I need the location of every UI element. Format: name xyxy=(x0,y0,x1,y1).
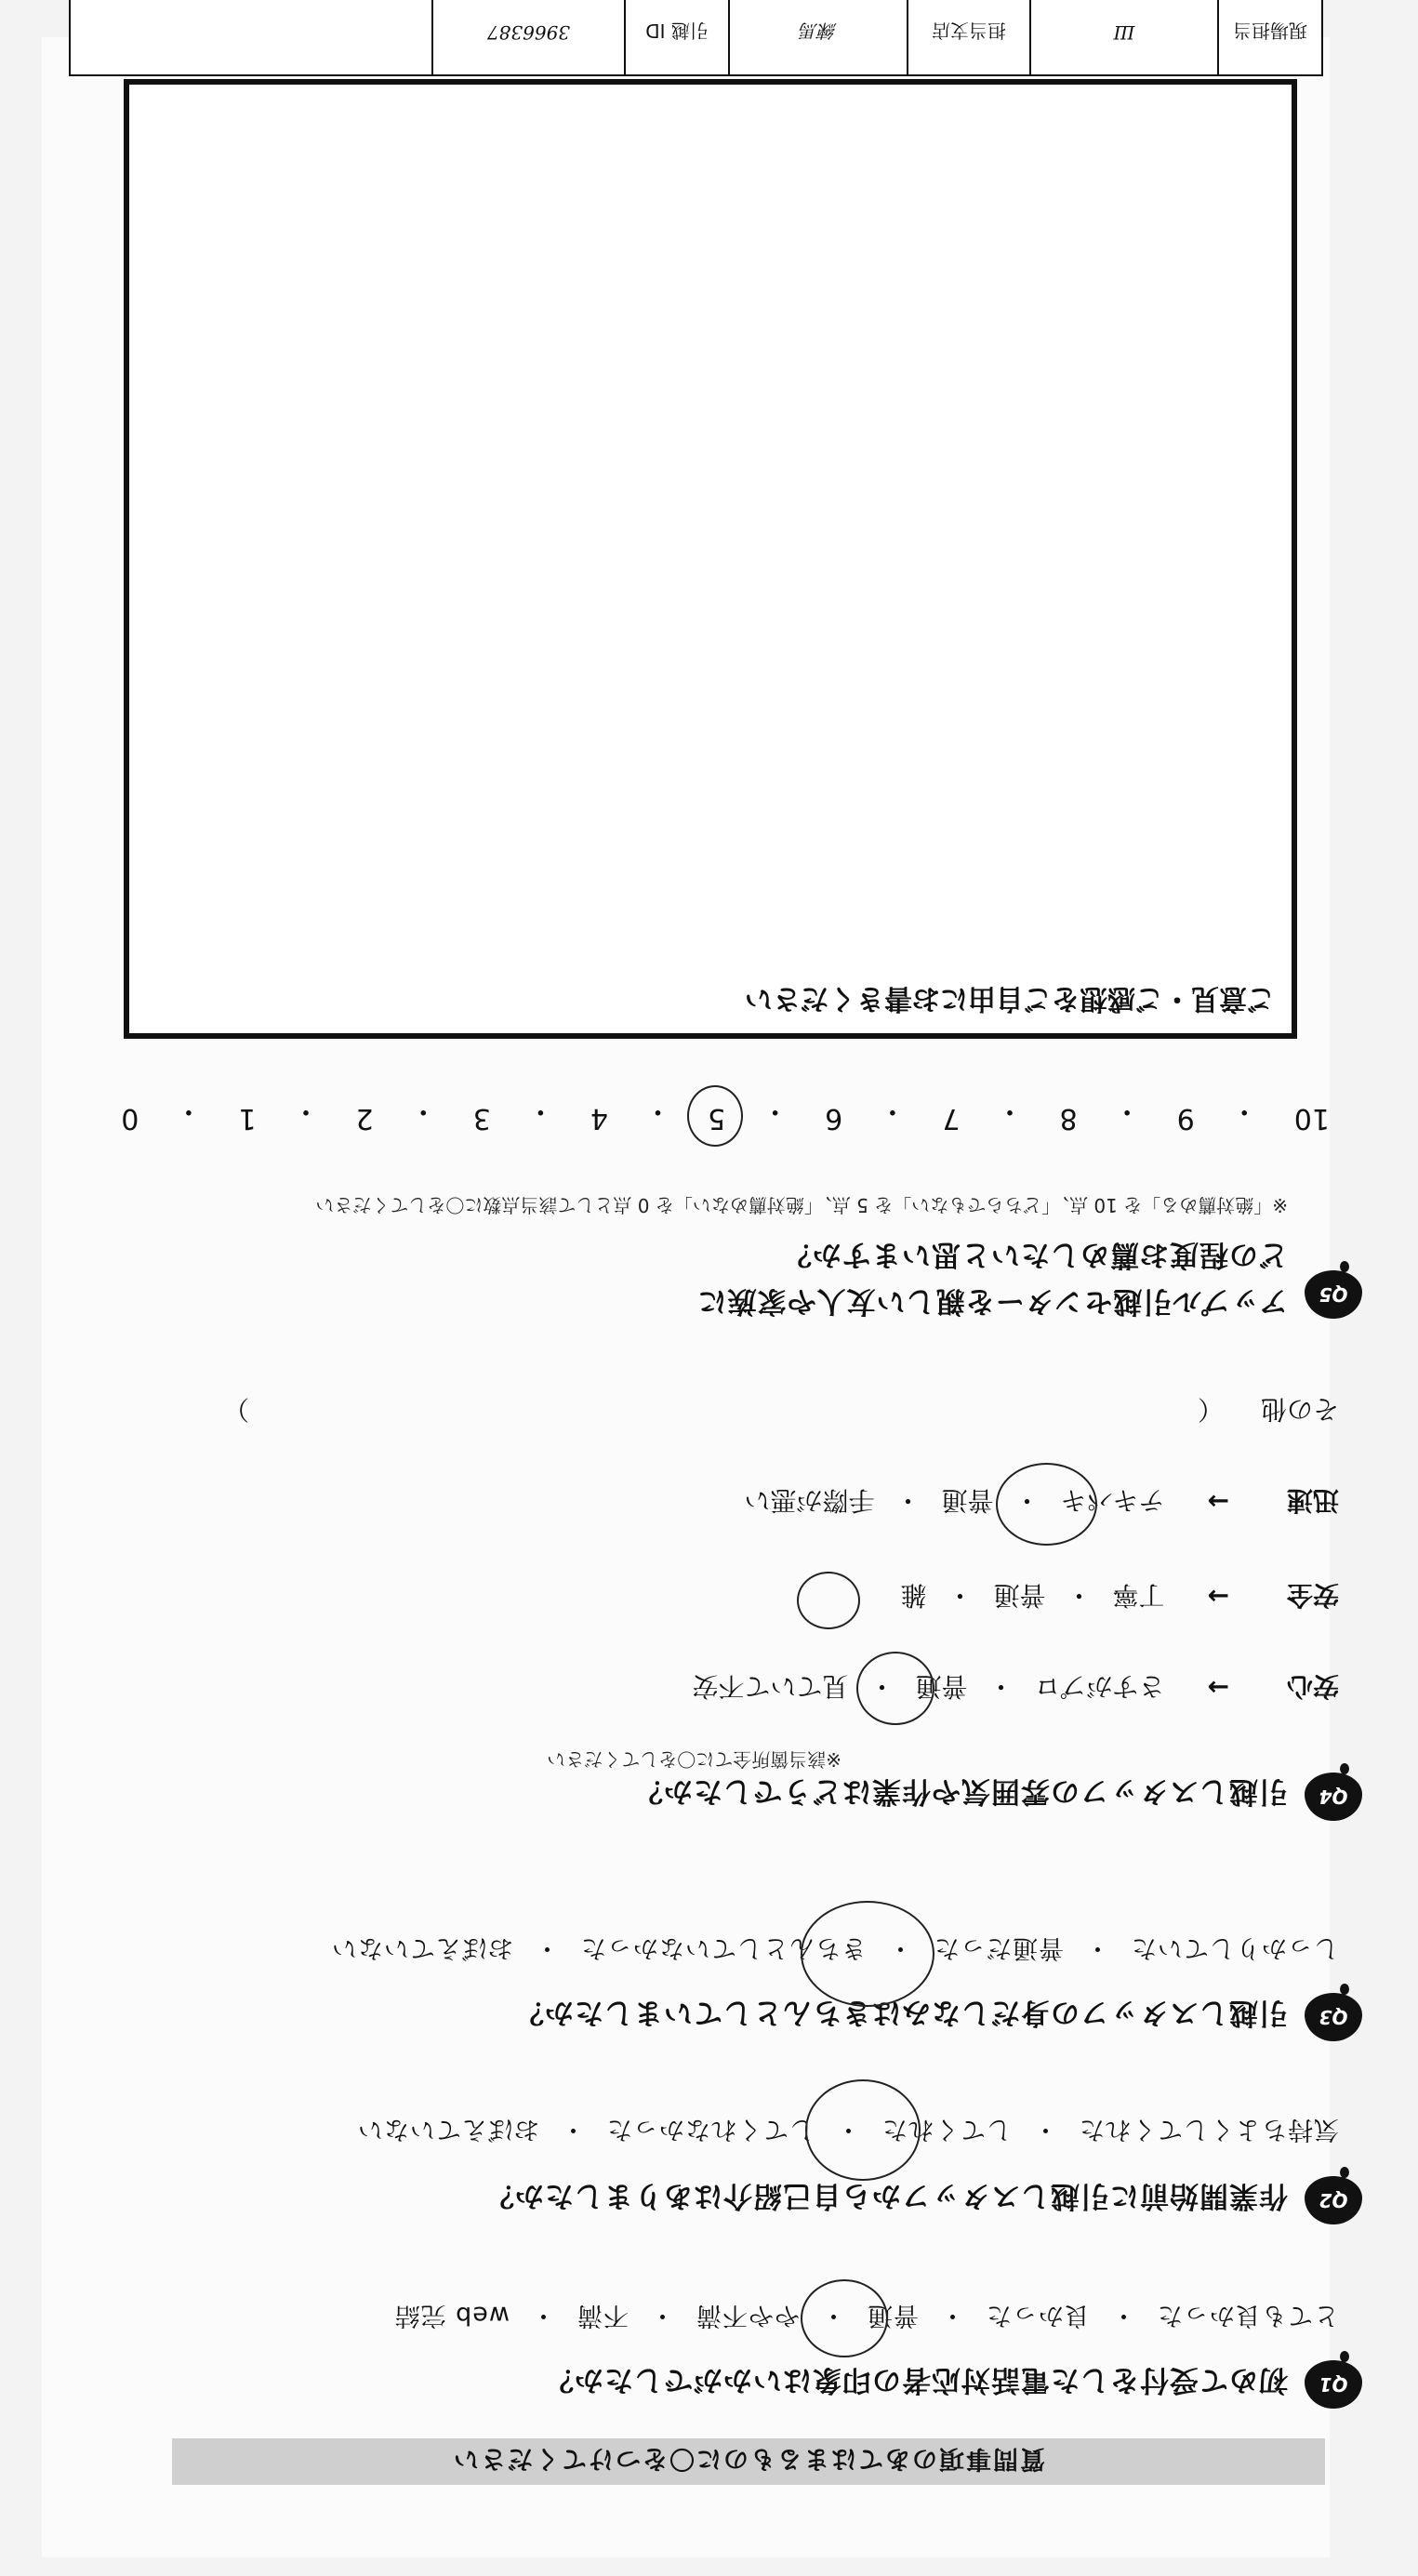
q4-option[interactable]: テキパキ xyxy=(1060,1485,1165,1516)
q5-score[interactable]: 2 xyxy=(355,1102,374,1135)
q5-score[interactable]: 8 xyxy=(1059,1102,1078,1135)
q4-badge: Q4 xyxy=(1305,1773,1362,1821)
q2-option[interactable]: してくれた xyxy=(881,2115,1012,2144)
branch-label: 担当支店 xyxy=(908,0,1031,74)
q3-option[interactable]: 普通だった xyxy=(934,1933,1064,1962)
arrow-right-icon: → xyxy=(1207,1486,1229,1518)
q4-question: 引越しスタッフの雰囲気や作業はどうでしたか？ xyxy=(633,1774,1288,1808)
q5-score[interactable]: 4 xyxy=(590,1102,608,1135)
q1-question: 初めて受付をした電話対応者の印象はいかがでしたか？ xyxy=(544,2363,1288,2397)
q1-option[interactable]: 不満 xyxy=(576,2301,629,2330)
q4-other-close: ） xyxy=(222,1394,249,1425)
q2-options: 気持ちよくしてくれた ・ してくれた ・ してくれなかった ・ おぼえていない xyxy=(139,2114,1339,2150)
q4-row-jinsoku: 迅速 → テキパキ ・ 普通 ・ 手際が悪い xyxy=(744,1483,1339,1520)
q4-option[interactable]: 普通 xyxy=(915,1671,968,1702)
q3-option[interactable]: きちんとしていなかった xyxy=(580,1933,867,1962)
id-label: 引越 ID xyxy=(626,0,730,74)
q5-score-scale: 10 ・ 9 ・ 8 ・ 7 ・ 6 ・ 5 ・ 4 ・ 3 ・ 2 ・ 1 ・ 0 xyxy=(121,1095,1330,1135)
comment-box[interactable] xyxy=(124,79,1297,1039)
q2-option[interactable]: おぼえていない xyxy=(357,2115,539,2144)
q1-badge: Q1 xyxy=(1305,2360,1362,2409)
q5-question-line2: どの程度お薦めしたいと思いますか？ xyxy=(782,1238,1288,1271)
office-info-table xyxy=(69,0,1323,76)
q5-score[interactable]: 10 xyxy=(1293,1102,1330,1135)
q4-option[interactable]: さすがプロ xyxy=(1034,1671,1165,1702)
q5-badge: Q5 xyxy=(1305,1270,1362,1319)
instruction-banner xyxy=(172,2438,1325,2485)
q4-other-label: その他 xyxy=(1260,1394,1339,1425)
q5-score[interactable]: 7 xyxy=(942,1102,961,1135)
q4-row-label: 安心 xyxy=(1286,1671,1339,1702)
q2-badge: Q2 xyxy=(1305,2176,1362,2224)
q5-note: ※「絶対薦める」を 10 点、「どちらでもない」を 5 点、「絶対薦めない」を 0 点として該当点数に〇をしてください xyxy=(315,1194,1288,1216)
q5-score[interactable]: 1 xyxy=(238,1102,257,1135)
q5-score[interactable]: 0 xyxy=(121,1102,139,1135)
q3-question: 引越しスタッフの身だしなみはきちんとしていましたか？ xyxy=(514,1996,1288,2029)
q2-question: 作業開始前に引越しスタッフから自己紹介はありましたか？ xyxy=(484,2179,1288,2212)
q3-option[interactable]: しっかりしていた xyxy=(1131,1933,1339,1962)
q3-options: しっかりしていた ・ 普通だった ・ きちんとしていなかった ・ おぼえていない xyxy=(139,1932,1339,1969)
office-table-blank xyxy=(71,0,433,74)
q2-option[interactable]: 気持ちよくしてくれた xyxy=(1079,2115,1339,2144)
q4-option[interactable]: 雑 xyxy=(900,1580,927,1611)
q1-option[interactable]: とても良かった xyxy=(1157,2301,1339,2330)
arrow-right-icon: → xyxy=(1207,1581,1229,1613)
q3-badge: Q3 xyxy=(1305,1993,1362,2041)
arrow-right-icon: → xyxy=(1207,1672,1229,1704)
q4-row-label: 迅速 xyxy=(1286,1485,1339,1516)
q1-option[interactable]: 普通 xyxy=(867,2301,919,2330)
q1-option[interactable]: やや不満 xyxy=(696,2301,800,2330)
q4-note: ※該当箇所全てに〇をしてください xyxy=(547,1748,842,1771)
q1-options: とても良かった ・ 良かった ・ 普通 ・ やや不満 ・ 不満 ・ web 完結 xyxy=(139,2300,1339,2336)
q5-score[interactable]: 9 xyxy=(1176,1102,1195,1135)
q4-row-anzen: 安全 → 丁寧 ・ 普通 ・ 雑 xyxy=(900,1578,1339,1615)
q4-other-open: （ xyxy=(1197,1394,1224,1425)
comment-title: ご意見・ご感想をご自由にお書きください xyxy=(745,982,1275,1015)
q5-score[interactable]: 3 xyxy=(472,1102,491,1135)
q4-option[interactable]: 手際が悪い xyxy=(744,1485,875,1516)
q2-option[interactable]: してくれなかった xyxy=(606,2115,815,2144)
leader-label: 現場担当 xyxy=(1233,20,1307,43)
q4-option[interactable]: 普通 xyxy=(941,1485,994,1516)
instruction-text: 質問事項のあてはまるものに〇をつけてください xyxy=(452,2444,1045,2474)
branch-value: 練馬 xyxy=(730,0,908,74)
id-value: 3966387 xyxy=(433,0,626,74)
q5-score[interactable]: 6 xyxy=(825,1102,843,1135)
q1-option[interactable]: 良かった xyxy=(986,2301,1090,2330)
q4-row-label: 安全 xyxy=(1286,1580,1339,1611)
q4-option[interactable]: 普通 xyxy=(993,1580,1046,1611)
q5-score[interactable]: 5 xyxy=(708,1102,726,1135)
q4-row-anshin: 安心 → さすがプロ ・ 普通 ・ 見ていて不安 xyxy=(692,1669,1339,1706)
q3-option[interactable]: おぼえていない xyxy=(331,1933,513,1962)
q4-option[interactable]: 丁寧 xyxy=(1112,1580,1165,1611)
q4-option[interactable]: 見ていて不安 xyxy=(692,1671,849,1702)
leader-value: Ш xyxy=(1031,0,1219,74)
q4-other-row xyxy=(223,1392,1339,1429)
q5-question-line1: アップル引越センターを親しい友人や家族に xyxy=(696,1284,1288,1318)
q1-option[interactable]: web 完結 xyxy=(393,2301,510,2330)
